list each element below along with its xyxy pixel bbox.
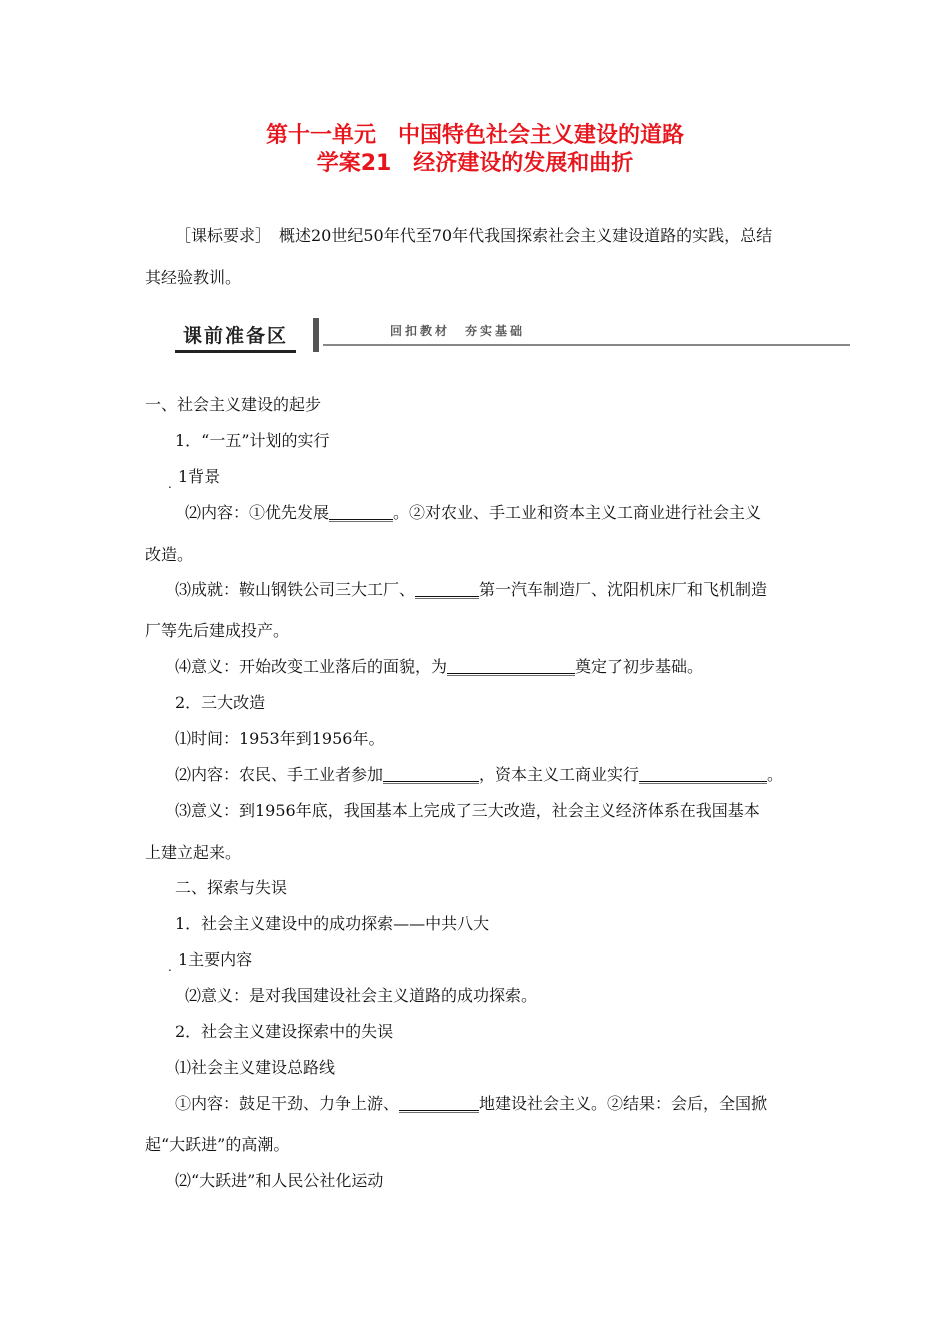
fill-blank: ________ — [415, 580, 480, 599]
requirement-line-2: 其经验教训。 — [145, 268, 242, 287]
item-1-2-2 — [175, 765, 783, 785]
item-1-2-3: ⑶意义：到1956年底，我国基本上完成了三大改造，社会主义经济体系在我国基本 — [175, 801, 760, 820]
item-2-2-1-detail — [175, 1094, 767, 1114]
fill-blank: ________________ — [639, 765, 768, 784]
fill-blank: ________________ — [447, 657, 576, 676]
banner-label: 课前准备区 — [175, 322, 296, 353]
item-1-2-1: ⑴时间：1953年到1956年。 — [175, 729, 385, 748]
item-2-1: 1．社会主义建设中的成功探索——中共八大 — [175, 914, 490, 933]
item-2-1-main: 1主要内容 — [178, 950, 253, 969]
text: 第一汽车制造厂、沈阳机床厂和飞机制造 — [479, 580, 768, 599]
item-2-2-2: ⑵“大跃进”和人民公社化运动 — [175, 1171, 384, 1190]
item-1-1-3 — [175, 580, 767, 600]
text: 。②对农业、手工业和资本主义工商业进行社会主义 — [393, 503, 762, 522]
item-1-1-3-cont: 厂等先后建成投产。 — [145, 621, 290, 640]
item-2-2: 2．社会主义建设探索中的失误 — [175, 1022, 394, 1041]
text: ⑶成就：鞍山钢铁公司三大工厂、 — [175, 580, 416, 599]
section-banner — [175, 318, 850, 356]
text: ⑵内容：农民、手工业者参加 — [175, 765, 384, 784]
item-1-2-3-cont: 上建立起来。 — [145, 843, 242, 862]
banner-divider — [313, 318, 319, 352]
text: ⑷意义：开始改变工业落后的面貌，为 — [175, 657, 448, 676]
text: ，资本主义工商业实行 — [479, 765, 640, 784]
text: 地建设社会主义。②结果：会后，全国掀 — [479, 1094, 768, 1113]
item-1-1: 1．“一五”计划的实行 — [175, 431, 330, 450]
item-2-1-2: ⑵意义：是对我国建设社会主义道路的成功探索。 — [185, 986, 538, 1005]
bullet-dot-icon: . — [168, 960, 172, 974]
fill-blank: ________ — [329, 503, 394, 522]
fill-blank: __________ — [399, 1094, 480, 1113]
requirement-line-1: ［课标要求］ 概述20世纪50年代至70年代我国探索社会主义建设道路的实践，总结 — [175, 226, 773, 245]
item-1-1-2-cont: 改造。 — [145, 545, 194, 564]
item-1-1-2 — [185, 503, 761, 523]
unit-title: 第十一单元 中国特色社会主义建设的道路 — [265, 123, 684, 148]
section-1-heading: 一、社会主义建设的起步 — [145, 395, 322, 414]
text: 奠定了初步基础。 — [575, 657, 704, 676]
item-1-1-background: 1背景 — [178, 467, 221, 486]
banner-subtitle: 回扣教材 夯实基础 — [390, 324, 526, 338]
text: ①内容：鼓足干劲、力争上游、 — [175, 1094, 400, 1113]
banner-rule — [323, 344, 850, 346]
item-1-2: 2．三大改造 — [175, 693, 266, 712]
item-2-2-1: ⑴社会主义建设总路线 — [175, 1058, 336, 1077]
item-1-1-4 — [175, 657, 703, 677]
text: 。 — [767, 765, 784, 784]
lesson-title: 学案21 经济建设的发展和曲折 — [316, 151, 634, 176]
fill-blank: ____________ — [383, 765, 480, 784]
item-2-2-1-cont: 起“大跃进”的高潮。 — [145, 1135, 290, 1154]
section-2-heading: 二、探索与失误 — [175, 878, 288, 897]
bullet-dot-icon: . — [168, 477, 172, 491]
text: ⑵内容：①优先发展 — [185, 503, 330, 522]
